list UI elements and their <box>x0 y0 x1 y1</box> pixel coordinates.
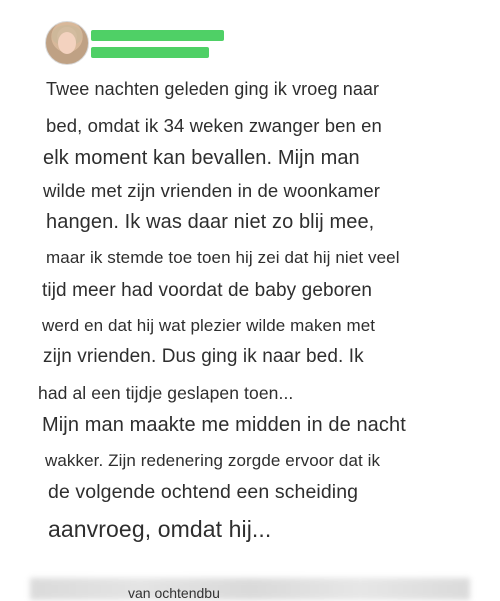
story-line: Twee nachten geleden ging ik vroeg naar <box>46 79 380 99</box>
story-line: wilde met zijn vrienden in de woonkamer <box>43 180 381 201</box>
story-line: wakker. Zijn redenering zorgde ervoor dat ik <box>45 451 381 470</box>
author-subtitle-redaction <box>91 47 209 58</box>
story-line: aanvroeg, omdat hij... <box>48 516 272 542</box>
author-name-redaction <box>91 30 224 41</box>
story-line: had al een tijdje geslapen toen... <box>38 383 294 403</box>
story-line: tijd meer had voordat de baby geboren <box>42 280 373 301</box>
story-line: elk moment kan bevallen. Mijn man <box>43 147 360 169</box>
story-line: bed, omdat ik 34 weken zwanger ben en <box>46 115 382 136</box>
story-line: zijn vrienden. Dus ging ik naar bed. Ik <box>43 346 364 367</box>
story-line: de volgende ochtend een scheiding <box>48 481 359 503</box>
story-line: hangen. Ik was daar niet zo blij mee, <box>46 211 375 233</box>
story-line: werd en dat hij wat plezier wilde maken met <box>42 316 376 335</box>
avatar-face <box>58 32 76 54</box>
blurred-continuation <box>30 578 470 600</box>
continuation-fragment: van ochtendbu <box>128 585 220 601</box>
story-line: maar ik stemde toe toen hij zei dat hij niet veel <box>46 248 400 267</box>
story-line: Mijn man maakte me midden in de nacht <box>42 414 406 436</box>
author-avatar[interactable] <box>45 21 89 65</box>
